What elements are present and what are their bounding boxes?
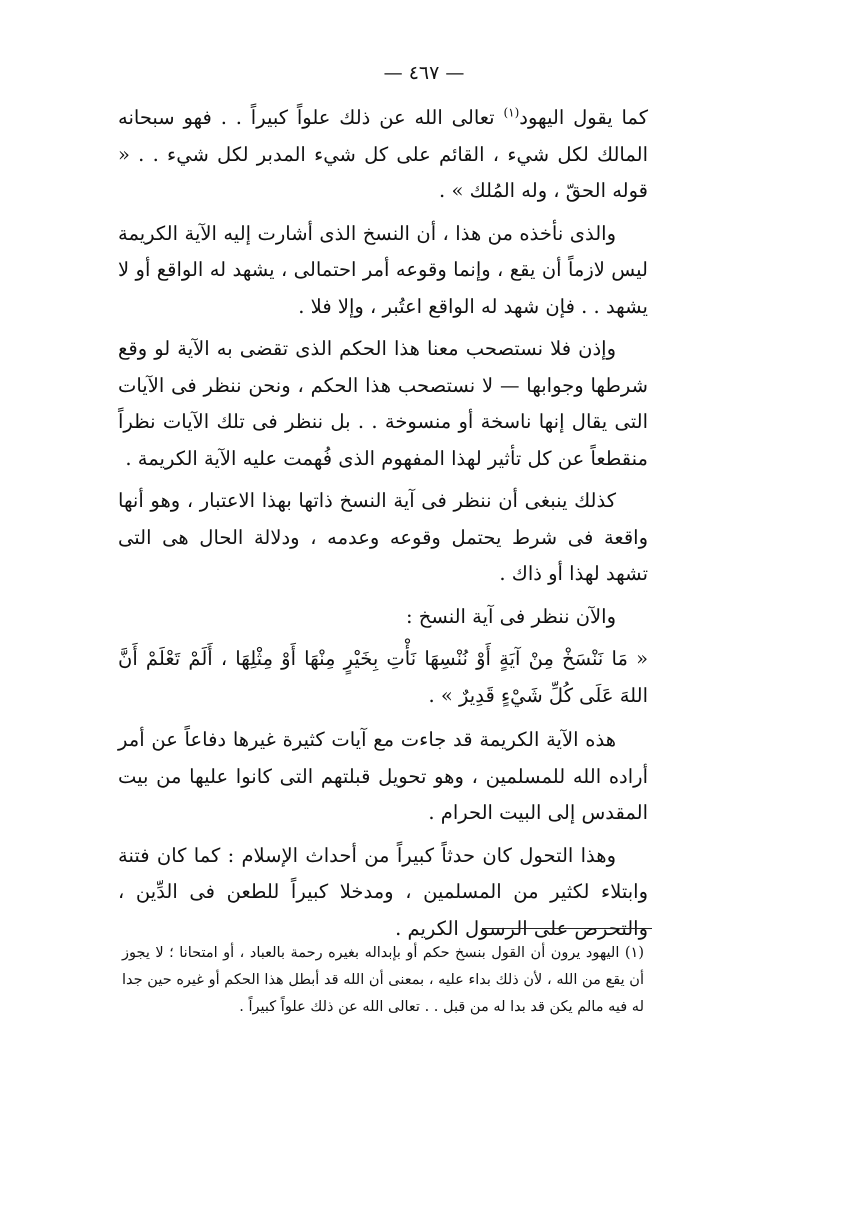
quran-verse: « مَا نَنْسَخْ مِنْ آيَةٍ أَوْ نُنْسِهَا نَأْتِ بِخَيْرٍ مِنْهَا أَوْ مِثْلِهَا ، أَلَمْ تَعْلَمْ أَنَّ اللهَ عَلَى كُلِّ شَيْءٍ قَدِيرٌ » . [118, 647, 648, 707]
paragraph-1-rest: تعالى الله عن ذلك علواً كبيراً . . فهو سبحانه المالك لكل شيء ، القائم على كل شيء المدبر لكل شيء . . « قوله الحقّ ، وله المُلك » . [118, 106, 648, 202]
paragraph-7: هذه الآية الكريمة قد جاءت مع آيات كثيرة غيرها دفاعاً عن أمر أراده الله للمسلمين ، وهو تحويل قبلتهم التى كانوا عليها من بيت المقدس إلى البيت الحرام . [118, 728, 648, 824]
paragraph-3: وإذن فلا نستصحب معنا هذا الحكم الذى تقضى به الآية لو وقع شرطها وجوابها — لا نستصحب هذا الحكم ، ونحن ننظر فى الآيات التى يقال إنها ناسخة أو منسوخة . . بل ننظر فى تلك الآيات نظراً منقطعاً عن كل تأثير لهذا المفهوم الذى فُهمت عليه الآية الكريمة . [118, 337, 648, 470]
paragraph-2: والذى نأخذه من هذا ، أن النسخ الذى أشارت إليه الآية الكريمة ليس لازماً أن يقع ، وإنما وقوعه أمر احتمالى ، يشهد له الواقع أو لا يشهد . . فإن شهد له الواقع اعتُبر ، وإلا فلا . [118, 221, 648, 318]
footnote-divider [482, 928, 652, 929]
paragraph-5: والآن ننظر فى آية النسخ : [405, 604, 616, 628]
main-text [118, 100, 648, 953]
paragraph-1 [118, 100, 648, 210]
paragraph-8: وهذا التحول كان حدثاً كبيراً من أحداث الإسلام : كما كان فتنة وابتلاء لكثير من المسلمين ، ومدخلا كبيراً للطعن فى الدِّين ، والتحرص على الرسول الكريم . [118, 843, 648, 940]
paragraph-4: كذلك ينبغى أن ننظر فى آية النسخ ذاتها بهذا الاعتبار ، وهو أنها واقعة فى شرط يحتمل وقوعه وعدمه ، ودلالة الحال هى التى تشهد لهذا أو ذاك . [118, 489, 648, 585]
page-number: — ٤٦٧ — [383, 62, 465, 84]
paragraph-1-lead: كما يقول اليهود [519, 106, 648, 129]
footnote: (١) اليهود يرون أن القول بنسخ حكم أو بإبداله بغيره رحمة بالعباد ، أو امتحانا ؛ لا يجوز أن يقع من الله ، لأن ذلك بداء عليه ، بمعنى أن الله قد أبطل هذا الحكم أو غيره حين جدا له فيه مالم يكن قد بدا له من قبل . . تعالى الله عن ذلك علواً كبيراً . [122, 945, 644, 1015]
footnote-marker: (١) [503, 105, 520, 120]
